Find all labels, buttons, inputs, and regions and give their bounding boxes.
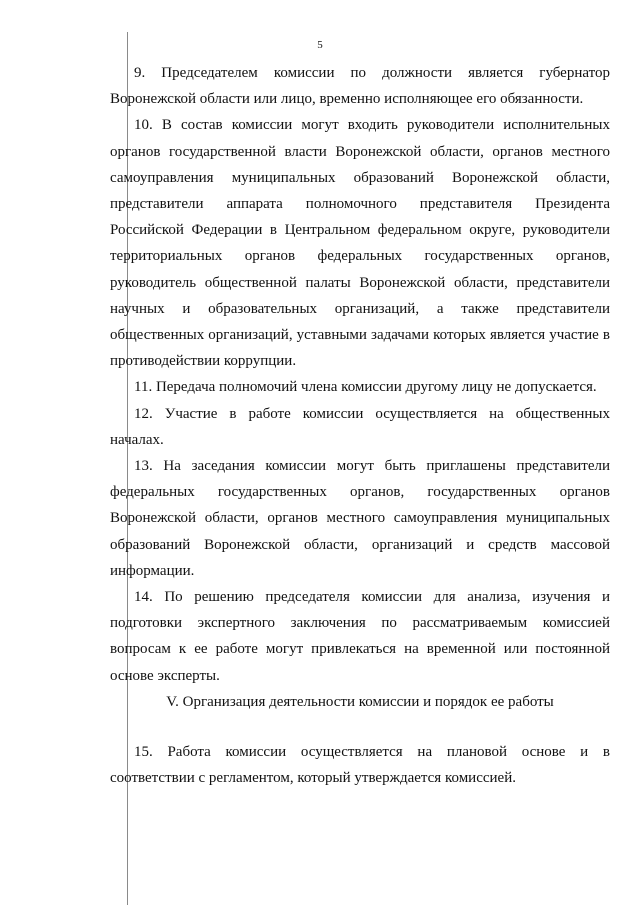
page-number: 5 bbox=[317, 39, 323, 51]
paragraph-14: 14. По решению председателя комиссии для анализа, изучения и подготовки экспертного заключения по рассматриваемым комиссией вопросам к ее работе могут привлекаться на временной или постоянной основе эксперты. bbox=[110, 589, 610, 684]
paragraph-10: 10. В состав комиссии могут входить руководители исполнительных органов государственной власти Воронежской области, органов местного самоуправления муниципальных образований Воронежской области, представители аппарата полномочного представителя Президента Российской Федерации в Центральном федеральном округе, руководители территориальных органов федеральных государственных органов, руководитель общественной палаты Воронежской области, представители научных и образовательных организаций, а также представители общественных организаций, уставными задачами которых является участие в противодействии коррупции. bbox=[110, 117, 610, 370]
paragraph-12: 12. Участие в работе комиссии осуществляется на общественных началах. bbox=[110, 405, 610, 448]
section-title: V. Организация деятельности комиссии и порядок ее работы bbox=[166, 694, 554, 710]
paragraph-13: 13. На заседания комиссии могут быть приглашены представители федеральных государственных органов, государственных органов Воронежской области, органов местного самоуправления муниципальных образований Воронежской области, организаций и средств массовой информации. bbox=[110, 458, 610, 579]
document-body bbox=[110, 60, 610, 689]
section-body bbox=[110, 739, 610, 791]
paragraph-15: 15. Работа комиссии осуществляется на плановой основе и в соответствии с регламентом, который утверждается комиссией. bbox=[110, 744, 610, 787]
paragraph-11: 11. Передача полномочий члена комиссии другому лицу не допускается. bbox=[134, 379, 597, 396]
paragraph-9: 9. Председателем комиссии по должности является губернатор Воронежской области или лицо, временно исполняющее его обязанности. bbox=[110, 65, 610, 108]
